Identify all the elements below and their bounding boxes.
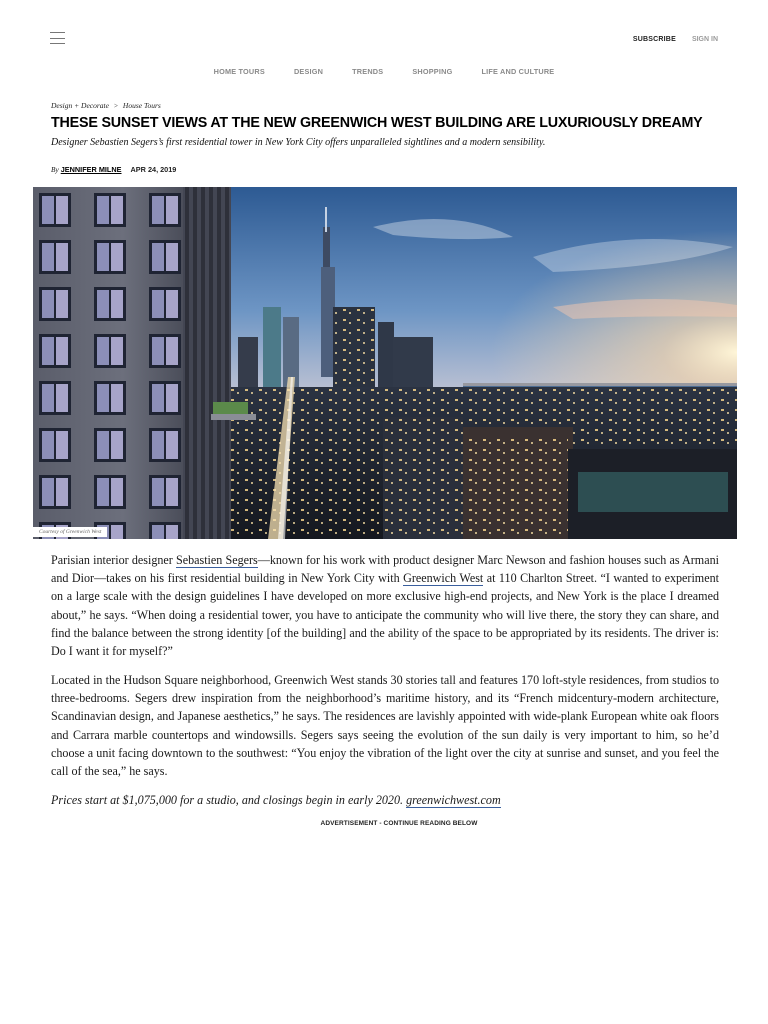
breadcrumb-item-house-tours[interactable]: House Tours (122, 101, 161, 110)
header-actions (624, 34, 718, 45)
image-credit: Courtesy of Greenwich West (33, 527, 107, 537)
nav-item-life-and-culture[interactable]: LIFE AND CULTURE (481, 67, 555, 76)
byline-prefix: By (51, 165, 59, 174)
paragraph-text: at 110 Charlton Street. “I wanted to experiment on a large scale with the design guidelines I have developed on more exclusive high-end projects, and New York is the place I dreamed about,” he says. “When doing a residential tower, you have to anticipate the community who will live there, the story they can share, and find the balance between the strong identity [of the building] and the ability of the space to be appropriated by its residents. The driver is: Do I want it for myself?” (51, 571, 719, 659)
nav-item-design[interactable]: DESIGN (293, 67, 324, 76)
breadcrumb (51, 101, 161, 110)
paragraph-text: Parisian interior designer (51, 553, 176, 567)
greenwich-west-link[interactable]: Greenwich West (403, 571, 484, 586)
article-headline: THESE SUNSET VIEWS AT THE NEW GREENWICH WEST BUILDING ARE LUXURIOUSLY DREAMY (51, 115, 703, 131)
paragraph-text: —known for his work with product designer Marc Newson and fashion houses such as Armani and Dior—takes on his first residential building in New York City with (51, 553, 719, 586)
author-link[interactable]: JENNIFER MILNE (60, 165, 122, 174)
subscribe-button[interactable]: SUBSCRIBE (632, 36, 676, 43)
sebastien-segers-link[interactable]: Sebastien Segers (175, 553, 258, 567)
article-paragraph-1 (51, 551, 719, 660)
byline (51, 165, 176, 174)
greenwichwest-com-link[interactable]: greenwichwest.com (406, 793, 501, 807)
nav-item-trends[interactable]: TRENDS (352, 67, 384, 76)
breadcrumb-separator: > (113, 101, 118, 110)
sign-in-link[interactable]: SIGN IN (691, 36, 718, 43)
publish-date: APR 24, 2019 (130, 165, 177, 174)
hero-image (33, 187, 737, 539)
advertisement-label: ADVERTISEMENT - CONTINUE READING BELOW (320, 820, 478, 827)
nav-item-home-tours[interactable]: HOME TOURS (213, 67, 265, 76)
hamburger-menu-icon[interactable] (50, 32, 65, 45)
nav-item-shopping[interactable]: SHOPPING (412, 67, 453, 76)
article-dek: Designer Sebastien Segers’s first residential tower in New York City offers unparalleled sightlines and a modern sensibility. (51, 137, 546, 148)
breadcrumb-item-design-decorate[interactable]: Design + Decorate (51, 101, 109, 110)
main-nav (0, 67, 768, 76)
article-paragraph-2: Located in the Hudson Square neighborhood, Greenwich West stands 30 stories tall and features 170 loft-style residences, from studios to three-bedrooms. Segers drew inspiration from the neighborhood’s maritime history, and its “French midcentury-modern architecture, Scandinavian design, and Japanese aesthetics,” he says. The residences are lavishly appointed with wide-plank European white oak floors and Carrara marble countertops and windowsills. Segers says seeing the evolution of the sun daily is very important to him, so he’d choose a unit facing downtown to the southwest: “You enjoy the vibration of the light over the city at sunrise and sunset, and you feel the call of the sea,” he says. (51, 673, 719, 779)
article-paragraph-3 (51, 791, 719, 809)
paragraph-text: Prices start at $1,075,000 for a studio, and closings begin in early 2020. (51, 793, 407, 807)
